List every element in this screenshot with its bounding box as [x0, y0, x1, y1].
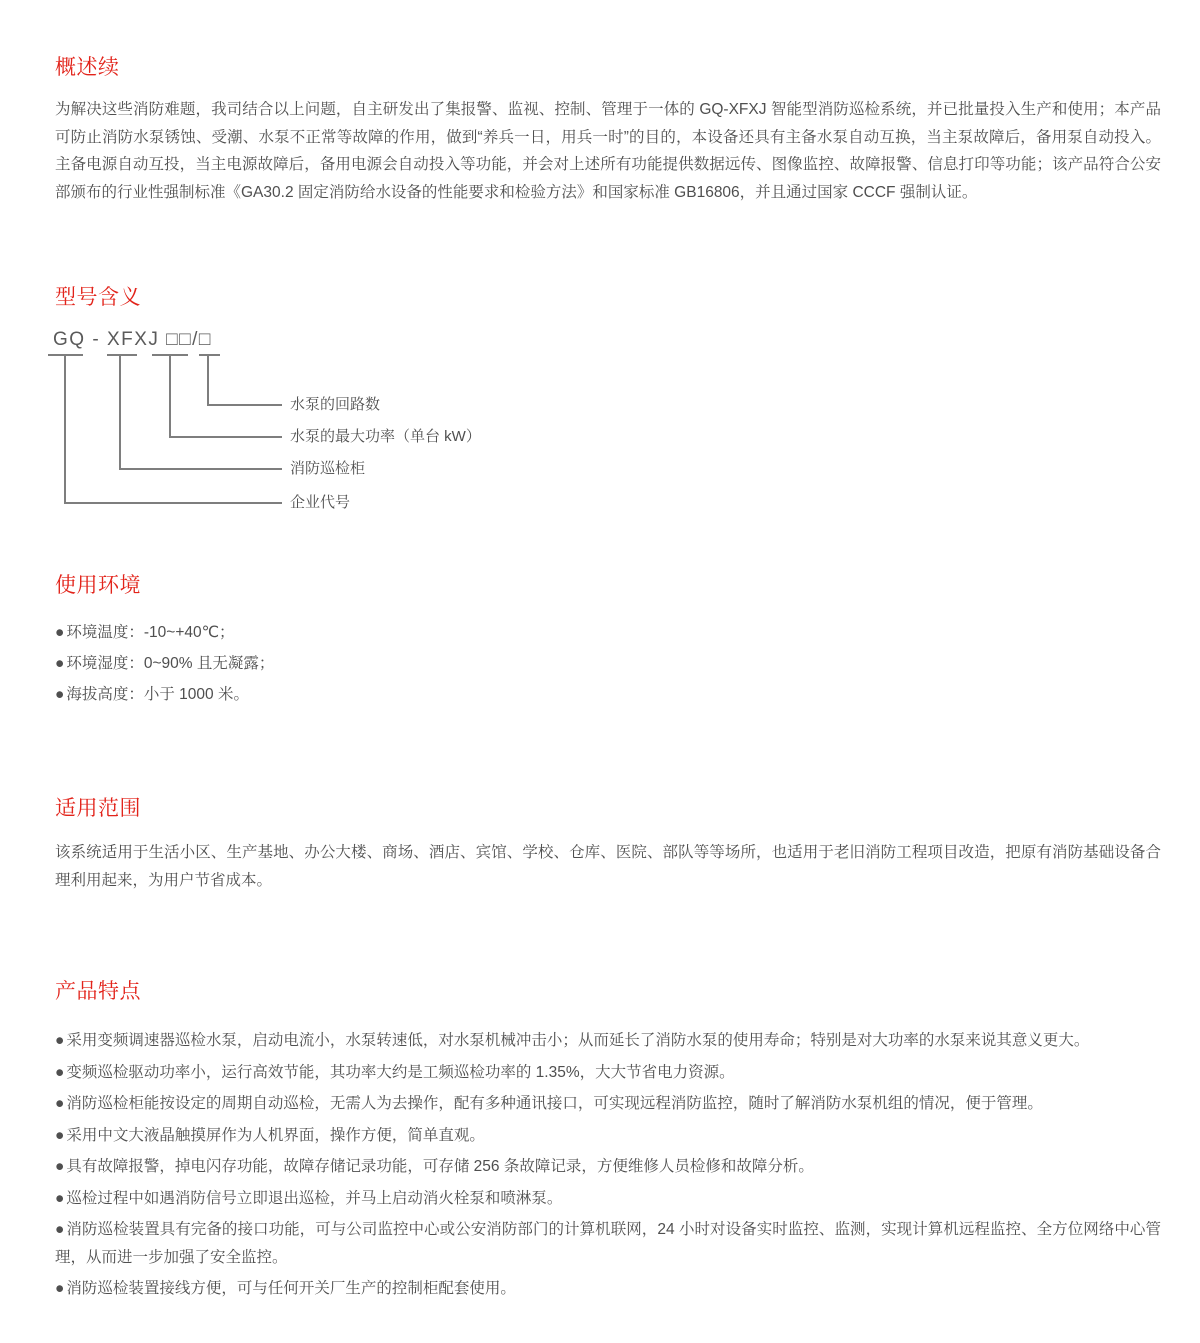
section-title-environment: 使用环境: [55, 574, 141, 597]
feature-item: [55, 1027, 1161, 1055]
environment-item-text: 环境温度：-10~+40℃；: [66, 624, 235, 641]
environment-item-text: 环境湿度：0~90% 且无凝露；: [66, 655, 275, 672]
scope-paragraph: 该系统适用于生活小区、生产基地、办公大楼、商场、酒店、宾馆、学校、仓库、医院、部队等等场所，也适用于老旧消防工程项目改造，把原有消防基础设备合理利用起来，为用户节省成本。: [55, 844, 1161, 889]
model-connector-line: [169, 436, 282, 438]
feature-item-text: 变频巡检驱动功率小，运行高效节能，其功率大约是工频巡检功率的 1.35%，大大节省电力资源。: [66, 1063, 735, 1081]
bullet-icon: ●: [55, 655, 65, 672]
bullet-icon: ●: [55, 1189, 65, 1207]
environment-item: [55, 648, 1161, 679]
features-list: [55, 1027, 1161, 1307]
model-label-circuits: 水泵的回路数: [290, 396, 381, 413]
model-connector-line: [199, 354, 220, 356]
environment-list: [55, 617, 1161, 710]
feature-item: [55, 1153, 1161, 1181]
feature-item: [55, 1122, 1161, 1150]
model-connector-line: [207, 404, 282, 406]
bullet-icon: ●: [55, 686, 65, 703]
model-connector-line: [119, 468, 282, 470]
bullet-icon: ●: [55, 1095, 65, 1112]
section-title-scope: 适用范围: [55, 797, 141, 820]
model-label-max-power: 水泵的最大功率（单台 kW）: [290, 428, 481, 445]
model-connector-line: [107, 354, 137, 356]
model-connector-line: [207, 354, 209, 406]
bullet-icon: ●: [55, 1126, 65, 1144]
environment-item: [55, 679, 1161, 710]
feature-item: [55, 1185, 1161, 1213]
bullet-icon: ●: [55, 624, 65, 641]
overview-paragraph: 为解决这些消防难题，我司结合以上问题，自主研发出了集报警、监视、控制、管理于一体的 GQ-XFXJ 智能型消防巡检系统，并已批量投入生产和使用；本产品可防止消防水泵锈蚀、受潮、水泵不正常等故障的作用，做到“养兵一日，用兵一时”的目的，本设备还具有主备水泵自动互换，当主泵故障后，备用泵自动投入。主备电源自动互投，当主电源故障后，备用电源会自动投入等功能，并会对上述所有功能提供数据远传、图像监控、故障报警、信息打印等功能；该产品符合公安部颁布的行业性强制标准《GA30.2 固定消防给水设备的性能要求和检验方法》和国家标准 GB16806，并且通过国家 CCCF 强制认证。: [55, 101, 1161, 201]
bullet-icon: ●: [55, 1221, 65, 1238]
feature-item-text: 消防巡检柜能按设定的周期自动巡检，无需人为去操作，配有多种通讯接口，可实现远程消防监控，随时了解消防水泵机组的情况，便于管理。: [66, 1095, 1043, 1112]
bullet-icon: ●: [55, 1032, 65, 1049]
environment-item: [55, 617, 1161, 648]
bullet-icon: ●: [55, 1063, 65, 1081]
feature-item-text: 采用中文大液晶触摸屏作为人机界面，操作方便，简单直观。: [66, 1126, 485, 1144]
model-connector-line: [119, 354, 121, 470]
environment-item-text: 海拔高度：小于 1000 米。: [66, 686, 249, 703]
bullet-icon: ●: [55, 1280, 65, 1297]
feature-item-text: 采用变频调速器巡检水泵，启动电流小，水泵转速低，对水泵机械冲击小；从而延长了消防水泵的使用寿命；特别是对大功率的水泵来说其意义更大。: [66, 1032, 1090, 1049]
feature-item-text: 巡检过程中如遇消防信号立即退出巡检，并马上启动消火栓泵和喷淋泵。: [66, 1189, 563, 1207]
bullet-icon: ●: [55, 1158, 65, 1175]
feature-item: [55, 1090, 1161, 1118]
feature-item-text: 消防巡检装置具有完备的接口功能，可与公司监控中心或公安消防部门的计算机联网，24 小时对设备实时监控、监测，实现计算机远程监控、全方位网络中心管理，从而进一步加强了安全监控。: [55, 1221, 1161, 1266]
feature-item-text: 具有故障报警，掉电闪存功能，故障存储记录功能，可存储 256 条故障记录，方便维修人员检修和故障分析。: [66, 1158, 814, 1175]
section-title-features: 产品特点: [55, 980, 141, 1003]
model-connector-line: [64, 502, 282, 504]
feature-item-text: 消防巡检装置接线方便，可与任何开关厂生产的控制柜配套使用。: [66, 1280, 516, 1297]
model-label-cabinet: 消防巡检柜: [290, 460, 366, 477]
model-code: GQ - XFXJ □□/□: [53, 329, 212, 350]
model-connector-line: [169, 354, 171, 438]
feature-item: [55, 1275, 1161, 1303]
feature-item: [55, 1216, 1161, 1271]
section-title-model: 型号含义: [55, 286, 141, 309]
model-label-company: 企业代号: [290, 494, 351, 511]
feature-item: [55, 1059, 1161, 1087]
section-title-overview: 概述续: [55, 56, 120, 79]
model-connector-line: [64, 354, 66, 504]
